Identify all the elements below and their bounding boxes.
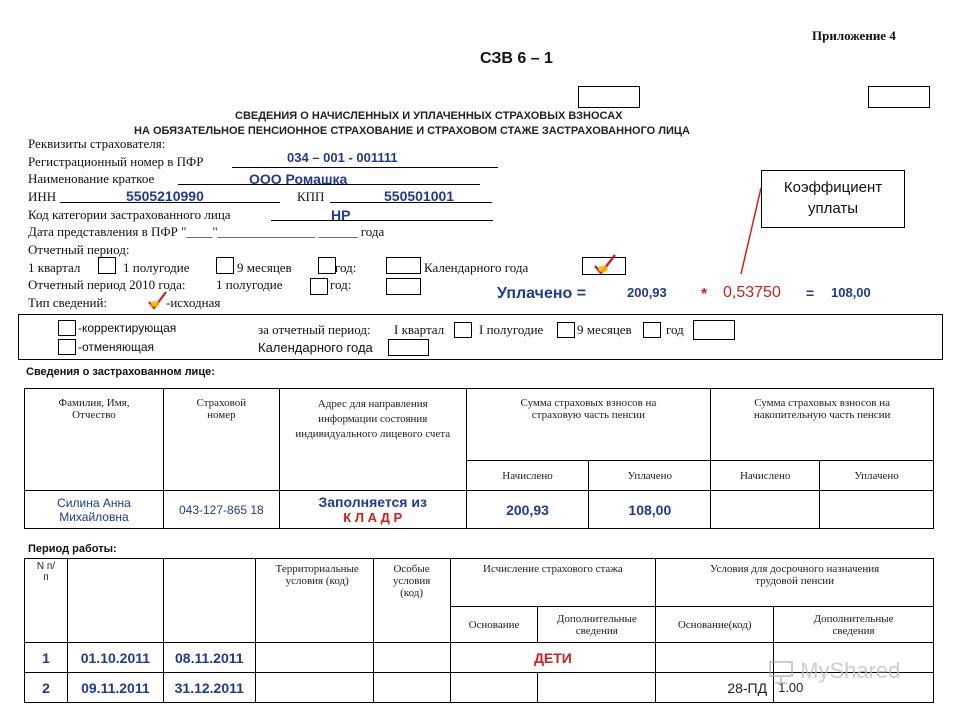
presentation-icon	[768, 659, 794, 685]
sub-paid-2: Уплачено	[820, 461, 934, 491]
corr-year-box[interactable]	[693, 320, 735, 340]
submission-date-label: Дата представления в ПФР "____"_______________ ______ года	[28, 224, 385, 239]
sub-extra-1: Дополнительные сведения	[538, 607, 656, 643]
reg-number-value[interactable]: 034 – 001 - 001111	[287, 150, 398, 165]
row2-territorial[interactable]	[255, 673, 373, 703]
reporting-period-label: Отчетный период:	[28, 242, 130, 257]
col-num: N п/п	[25, 559, 68, 643]
header-box-left[interactable]	[578, 86, 640, 108]
category-line	[271, 220, 493, 221]
col-early: Условия для досрочного назначения трудовой пенсии	[656, 559, 934, 607]
row1-calc-basis[interactable]: ДЕТИ	[450, 643, 656, 673]
period2010-prefix: Отчетный период	[28, 277, 126, 292]
inn-label: ИНН	[28, 189, 57, 204]
appendix-label: Приложение 4	[812, 28, 896, 43]
callout-line1: Коэффициент	[783, 179, 883, 196]
period2010-suffix: года:	[158, 277, 186, 292]
row1-early-basis[interactable]	[656, 643, 774, 673]
kpp-value[interactable]: 550501001	[384, 188, 455, 204]
corr-9m-box[interactable]	[643, 322, 661, 338]
period-9m-box[interactable]	[318, 257, 336, 274]
kpp-label: КПП	[297, 189, 325, 204]
insurer-section-label: Реквизиты страхователя:	[28, 136, 166, 151]
doc-title-line2: НА ОБЯЗАТЕЛЬНОЕ ПЕНСИОННОЕ СТРАХОВАНИЕ И СТРАХОВОМ СТАЖЕ ЗАСТРАХОВАННОГО ЛИЦА	[134, 125, 690, 137]
row2-calc-basis[interactable]	[450, 673, 538, 703]
corrective-box[interactable]	[58, 320, 76, 336]
cancelling-label: -отменяющая	[78, 340, 154, 354]
short-name-value[interactable]: ООО Ромашка	[249, 171, 348, 187]
checkmark-icon	[146, 290, 168, 310]
period2010-year-label: год:	[330, 277, 352, 292]
doc-title-line1: СВЕДЕНИЯ О НАЧИСЛЕННЫХ И УПЛАЧЕННЫХ СТРАХОВЫХ ВЗНОСАХ	[235, 110, 623, 122]
corr-calendar-year-label: Календарного года	[258, 340, 373, 355]
col-fio: Фамилия, Имя, Отчество	[25, 389, 164, 491]
col-from	[67, 559, 163, 643]
row2-early-basis[interactable]: 28-ПД	[656, 673, 774, 703]
corr-q1-label: I квартал	[394, 322, 445, 337]
person-accrued-cell[interactable]: 200,93	[466, 491, 589, 529]
corr-q1-box[interactable]	[454, 322, 472, 338]
corr-9m-label: 9 месяцев	[577, 322, 632, 337]
sub-accrued-1: Начислено	[466, 461, 589, 491]
watermark	[768, 658, 900, 685]
period2010-year-box[interactable]	[386, 278, 421, 295]
period-h1-label: 1 полугодие	[123, 260, 190, 275]
person-address-cell[interactable]	[279, 491, 466, 529]
work-period-title: Период работы:	[28, 543, 117, 555]
row2-num[interactable]: 2	[25, 673, 68, 703]
address-line1: Заполняется из	[318, 493, 427, 510]
corr-year-label: год	[666, 322, 684, 337]
info-type-original: -исходная	[166, 295, 221, 310]
cancelling-box[interactable]	[58, 339, 76, 355]
period-year-box[interactable]	[386, 257, 421, 274]
corr-calendar-year-box[interactable]	[388, 339, 429, 356]
period-calendar-year-label: Календарного года	[424, 260, 529, 275]
insured-person-title: Сведения о застрахованном лице:	[26, 366, 215, 378]
person-paid-cell[interactable]: 108,00	[589, 491, 711, 529]
period-9m-label: 9 месяцев	[237, 260, 292, 275]
col-to	[163, 559, 255, 643]
col-calc: Исчисление страхового стажа	[450, 559, 656, 607]
table-row	[25, 491, 934, 529]
period2010-h1-label: 1 полугодие	[216, 277, 283, 292]
row1-territorial[interactable]	[255, 643, 373, 673]
row2-to[interactable]: 31.12.2011	[163, 673, 255, 703]
multiply-sign: *	[701, 286, 708, 303]
checkmark-icon	[592, 252, 618, 276]
row2-from[interactable]: 09.11.2011	[67, 673, 163, 703]
person-name-cell[interactable]: Силина Анна Михайловна	[25, 491, 164, 529]
sub-paid-1: Уплачено	[589, 461, 711, 491]
row1-to[interactable]: 08.11.2011	[163, 643, 255, 673]
row2-calc-extra[interactable]	[538, 673, 656, 703]
period-q1-box[interactable]	[98, 257, 116, 274]
col-territorial: Территориальные условия (код)	[255, 559, 373, 643]
col-insurance-number: Страховой номер	[163, 389, 279, 491]
equals-sign: =	[806, 285, 815, 301]
info-type-label: Тип сведений:	[28, 295, 108, 310]
coefficient-callout	[761, 170, 905, 228]
coefficient-value: 0,53750	[723, 284, 781, 301]
period-h1-box[interactable]	[216, 257, 234, 274]
category-value[interactable]: НР	[331, 207, 351, 223]
sub-basis-1: Основание	[450, 607, 538, 643]
col-address: Адрес для направления информации состояния индивидуального лицевого счета	[279, 389, 466, 491]
watermark-text: MyShared	[800, 658, 901, 683]
funded-paid-cell[interactable]	[820, 491, 934, 529]
col-special: Особые условия (код)	[373, 559, 450, 643]
row1-from[interactable]: 01.10.2011	[67, 643, 163, 673]
short-name-label: Наименование краткое	[28, 171, 155, 186]
paid-label: Уплачено =	[497, 285, 587, 302]
paid-amount: 200,93	[627, 285, 667, 300]
corr-h1-box[interactable]	[557, 322, 575, 338]
insured-person-table	[24, 388, 934, 529]
row1-special[interactable]	[373, 643, 450, 673]
period-q1-label: 1 квартал	[28, 260, 81, 275]
period-year-label: год:	[335, 260, 357, 275]
col-insurance-part: Сумма страховых взносов на страховую часть пенсии	[466, 389, 711, 461]
address-line2: К Л А Д Р	[343, 509, 403, 525]
reg-number-line	[232, 167, 498, 168]
for-period-label: за отчетный период:	[258, 322, 371, 337]
period2010-h1-box[interactable]	[310, 278, 328, 295]
paid-result: 108,00	[831, 285, 871, 300]
sub-basis-2: Основание(код)	[656, 607, 774, 643]
corrective-label: -корректирующая	[78, 321, 177, 335]
row2-special[interactable]	[373, 673, 450, 703]
period2010-year: 2010	[129, 277, 156, 292]
form-code: СЗВ 6 – 1	[480, 50, 553, 67]
inn-value[interactable]: 5505210990	[126, 188, 204, 204]
reg-number-label: Регистрационный номер в ПФР	[28, 154, 204, 169]
person-insurance-number-cell[interactable]: 043-127-865 18	[163, 491, 279, 529]
row2-early-extra[interactable]: 1.00	[774, 673, 934, 703]
sub-extra-2: Дополнительные сведения	[774, 607, 934, 643]
header-box-right[interactable]	[868, 86, 930, 108]
callout-pointer-line	[735, 186, 765, 276]
col-funded-part: Сумма страховых взносов на накопительную часть пенсии	[711, 389, 934, 461]
sub-accrued-2: Начислено	[711, 461, 820, 491]
row1-num[interactable]: 1	[25, 643, 68, 673]
category-label: Код категории застрахованного лица	[28, 207, 231, 222]
corr-h1-label: I полугодие	[479, 322, 544, 337]
callout-line2: уплаты	[807, 200, 859, 217]
funded-accrued-cell[interactable]	[711, 491, 820, 529]
